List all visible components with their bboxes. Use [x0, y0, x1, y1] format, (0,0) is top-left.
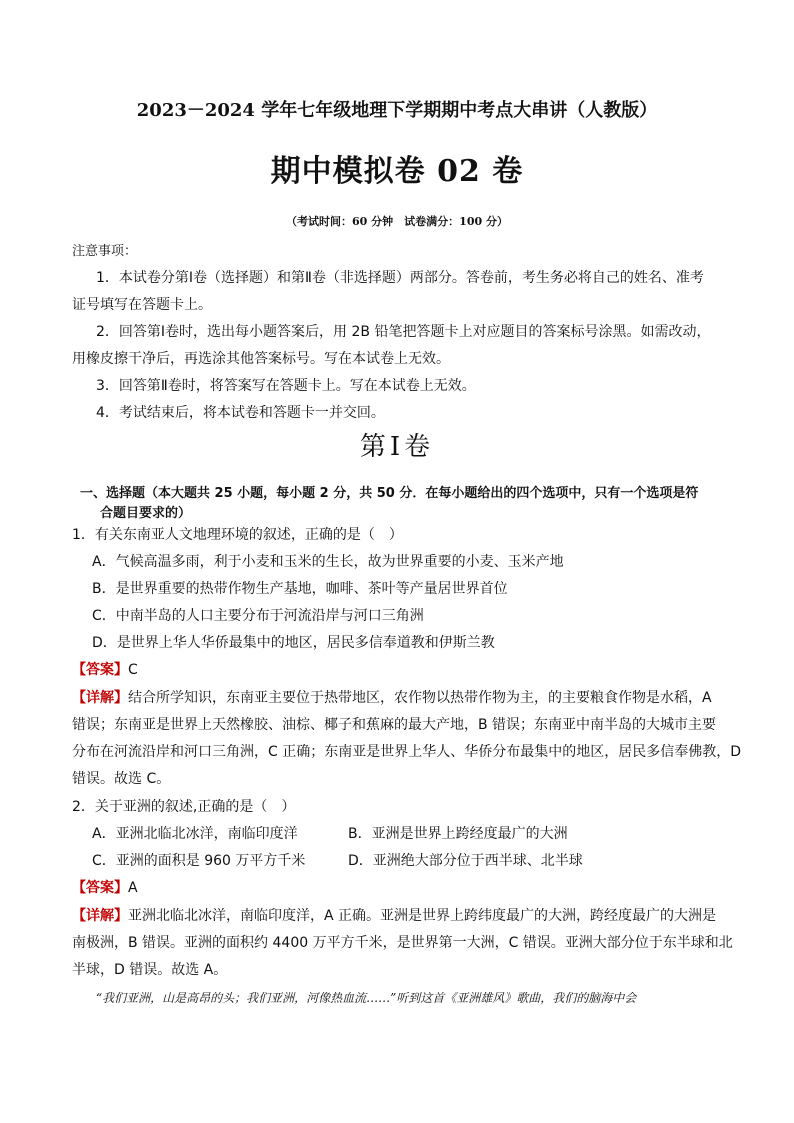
detail-tag: 【详解】 [72, 690, 128, 706]
question-2-option-b: B．亚洲是世界上跨经度最广的大洲 [348, 826, 568, 842]
detail-text: 亚洲北临北冰洋，南临印度洋，A 正确。亚洲是世界上跨纬度最广的大洲，跨经度最广的大洲是 [128, 908, 717, 924]
question-1-option-b: B．是世界重要的热带作物生产基地，咖啡、茶叶等产量居世界首位 [92, 581, 508, 597]
question-2-stem: 2．关于亚洲的叙述,正确的是（ ） [72, 799, 296, 815]
question-2-detail-line: 半球，D 错误。故选 A。 [72, 962, 228, 978]
detail-tag: 【详解】 [72, 908, 128, 924]
volume-title: 第Ⅰ卷 [359, 432, 435, 462]
question-1-stem: 1．有关东南亚人文地理环境的叙述，正确的是（ ） [72, 527, 403, 543]
answer-value: A [128, 880, 138, 896]
question-2-option-a: A．亚洲北临北冰洋，南临印度洋 [92, 826, 298, 842]
question-1-option-a: A．气候高温多雨，利于小麦和玉米的生长，故为世界重要的小麦、玉米产地 [92, 554, 564, 570]
question-1-detail-line: 错误。故选 C。 [72, 771, 171, 787]
question-2-detail-line: 南极洲，B 错误。亚洲的面积约 4400 万平方千米，是世界第一大洲，C 错误。亚洲大部分位于东半球和北 [72, 935, 733, 951]
question-1-answer [72, 659, 138, 679]
notice-item: 3．回答第Ⅱ卷时，将答案写在答题卡上。写在本试卷上无效。 [96, 378, 476, 394]
question-2-answer [72, 877, 138, 897]
question-1-detail-line: 分布在河流沿岸和河口三角洲，C 正确；东南亚是世界上华人、华侨分布最集中的地区，居民多信奉佛教，D [72, 744, 742, 760]
question-2-detail [72, 905, 716, 925]
question-2-option-c: C．亚洲的面积是 960 万平方千米 [92, 853, 306, 869]
exam-info: （考试时间：60 分钟 试卷满分：100 分） [286, 215, 508, 228]
detail-text: 结合所学知识，东南亚主要位于热带地区，农作物以热带作物为主，的主要粮食作物是水稻，A [128, 690, 712, 706]
question-1-option-d: D．是世界上华人华侨最集中的地区，居民多信奉道教和伊斯兰教 [92, 635, 495, 651]
notice-item: 4．考试结束后，将本试卷和答题卡一并交回。 [96, 405, 385, 421]
notice-item: 1．本试卷分第Ⅰ卷（选择题）和第Ⅱ卷（非选择题）两部分。答卷前，考生务必将自己的姓名、准考 [96, 270, 704, 286]
section-heading-cont: 合题目要求的） [100, 506, 192, 521]
question-1-detail-line: 错误；东南亚是世界上天然橡胶、油棕、椰子和蕉麻的最大产地，B 错误；东南亚中南半岛的大城市主要 [72, 717, 717, 733]
question-1-option-c: C．中南半岛的人口主要分布于河流沿岸与河口三角洲 [92, 608, 424, 624]
notice-heading: 注意事项： [72, 244, 138, 259]
answer-tag: 【答案】 [72, 880, 128, 896]
question-2-option-d: D．亚洲绝大部分位于西半球、北半球 [348, 853, 583, 869]
notice-item: 用橡皮擦干净后，再选涂其他答案标号。写在本试卷上无效。 [72, 351, 450, 367]
series-title: 2023－2024 学年七年级地理下学期期中考点大串讲（人教版） [136, 100, 658, 121]
reading-passage: “我们亚洲，山是高昂的头；我们亚洲，河像热血流……”听到这首《亚洲雄风》歌曲，我们的脑海中会 [96, 991, 637, 1005]
question-1-detail [72, 687, 712, 707]
section-heading: 一、选择题（本大题共 25 小题，每小题 2 分，共 50 分．在每小题给出的四个选项中，只有一个选项是符 [80, 486, 699, 501]
notice-item: 2．回答第Ⅰ卷时，选出每小题答案后，用 2B 铅笔把答题卡上对应题目的答案标号涂黑。如需改动， [96, 324, 711, 340]
answer-tag: 【答案】 [72, 662, 128, 678]
answer-value: C [128, 662, 138, 678]
exam-title: 期中模拟卷 02 卷 [270, 154, 524, 189]
notice-item: 证号填写在答题卡上。 [72, 297, 212, 313]
